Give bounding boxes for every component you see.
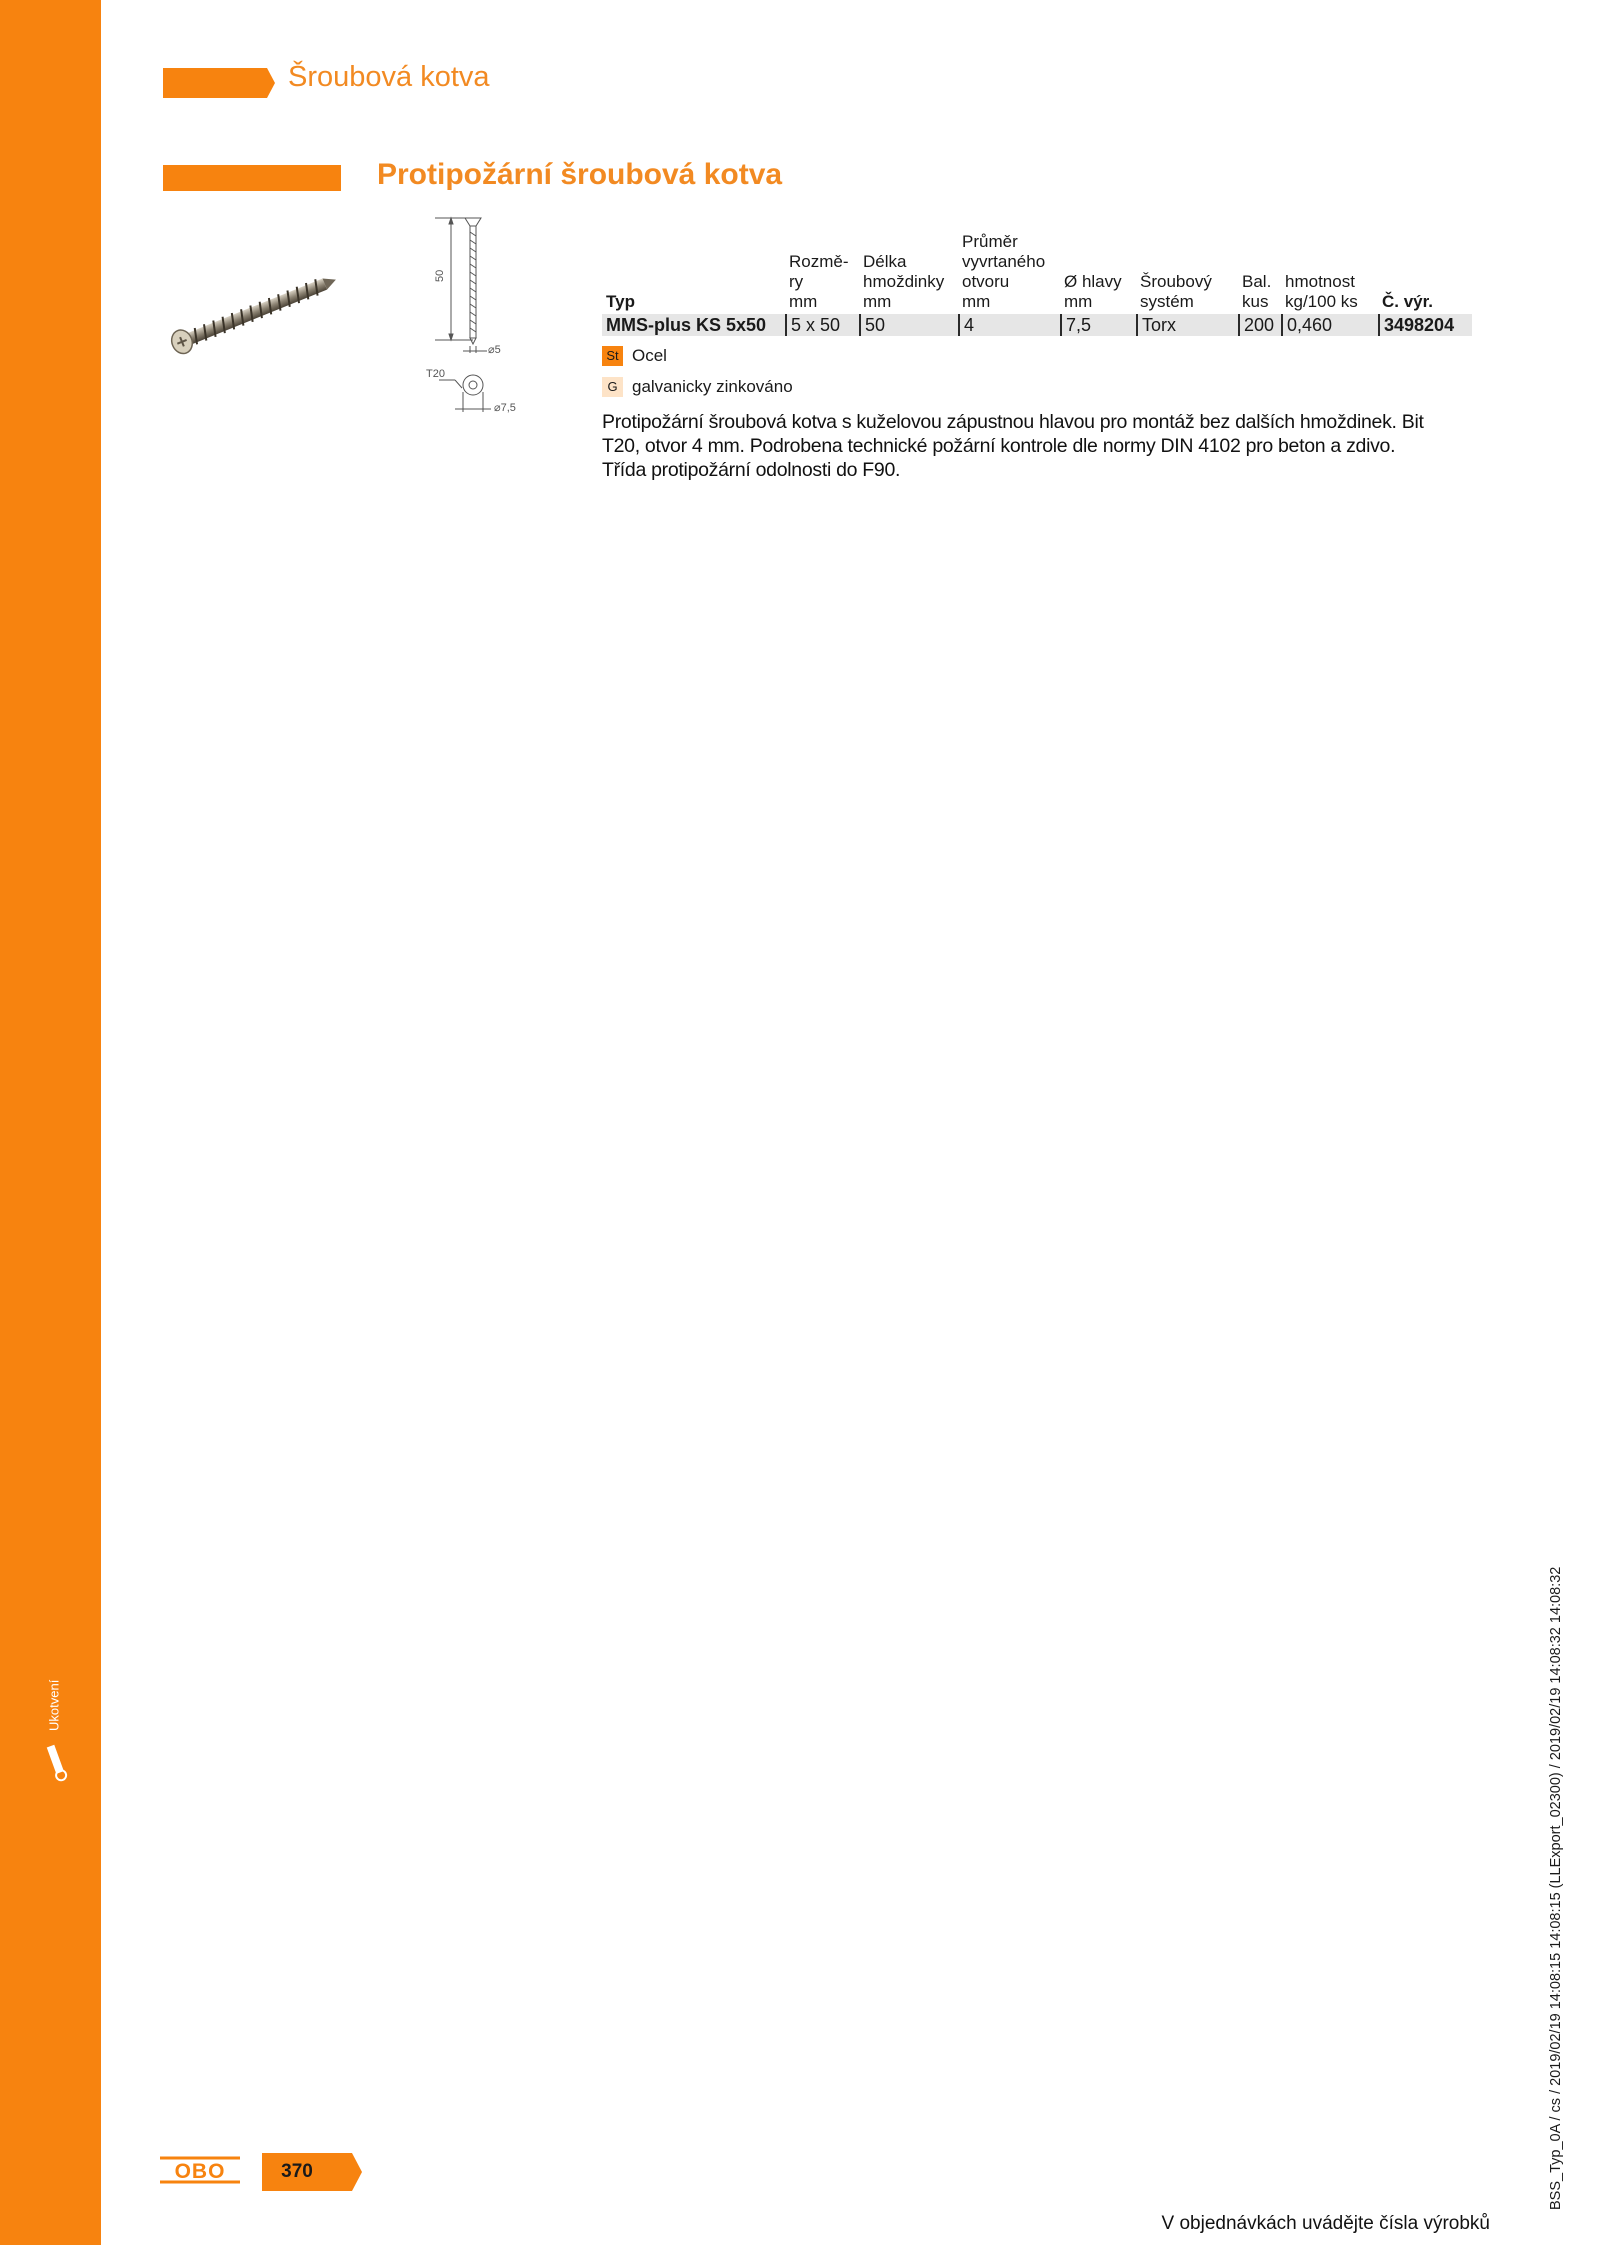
th-rozmery: Rozmě- ry mm — [789, 252, 849, 311]
section-bar — [163, 165, 341, 191]
cell-prumer: 4 — [958, 314, 974, 336]
th-typ: Typ — [606, 292, 635, 311]
product-description: Protipožární šroubová kotva s kuželovou zápustnou hlavou pro montáž bez dalších hmoždinek. Bit T20, otvor 4 mm. Podrobena technické požární kontrole dle normy DIN 4102 pro beton a zdivo. Třída protipožární odolnosti do F90. — [602, 411, 1424, 481]
material-item — [602, 377, 793, 397]
cell-system: Torx — [1136, 314, 1176, 336]
product-photo — [158, 262, 348, 362]
drawing-diameter-label: ⌀5 — [488, 344, 501, 356]
side-section-label: Ukotvení — [46, 1679, 62, 1731]
material-code-badge: St — [602, 346, 623, 366]
obo-logo — [160, 2155, 240, 2185]
cell-cislo: 3498204 — [1378, 314, 1454, 336]
section-title: Protipožární šroubová kotva — [377, 158, 783, 191]
material-label: galvanicky zinkováno — [632, 377, 793, 396]
cell-typ: MMS-plus KS 5x50 — [606, 315, 767, 335]
th-delka: Délka hmoždinky mm — [863, 252, 945, 311]
cell-hlava: 7,5 — [1060, 314, 1091, 336]
th-hlava: Ø hlavy mm — [1064, 272, 1122, 311]
header-flag — [163, 68, 275, 98]
material-label: Ocel — [632, 346, 667, 365]
th-prumer: Průměr vyvrtaného otvoru mm — [962, 232, 1046, 311]
cell-hmotnost: 0,460 — [1281, 314, 1332, 336]
side-strip — [0, 0, 101, 2245]
cell-bal: 200 — [1238, 314, 1274, 336]
drawing-length-label: 50 — [434, 269, 446, 282]
cell-delka: 50 — [859, 314, 885, 336]
technical-drawing — [425, 212, 535, 422]
th-hmotnost: hmotnost kg/100 ks — [1285, 272, 1358, 311]
screw-anchor-icon — [46, 1744, 68, 1784]
drawing-head-label: ⌀7,5 — [494, 402, 516, 414]
table-header — [606, 220, 1476, 312]
drawing-bit-label: T20 — [426, 368, 445, 380]
material-code-badge: G — [602, 377, 623, 397]
table-row — [602, 314, 1472, 336]
th-bal: Bal. kus — [1242, 272, 1272, 311]
material-item — [602, 346, 667, 366]
page-number: 370 — [281, 2161, 313, 2182]
export-metadata: BSS_Typ_0A / cs / 2019/02/19 14:08:15 14:08:15 (LLExport_02300) / 2019/02/19 14:08:32 14:08:32 — [1548, 1566, 1564, 2210]
th-system: Šroubový systém — [1140, 272, 1212, 311]
svg-text:OBO: OBO — [174, 2160, 226, 2183]
footer-note: V objednávkách uvádějte čísla výrobků — [1161, 2213, 1490, 2234]
page-header-title: Šroubová kotva — [288, 61, 490, 93]
cell-rozmery: 5 x 50 — [785, 314, 840, 336]
th-cislo: Č. výr. — [1382, 292, 1434, 311]
